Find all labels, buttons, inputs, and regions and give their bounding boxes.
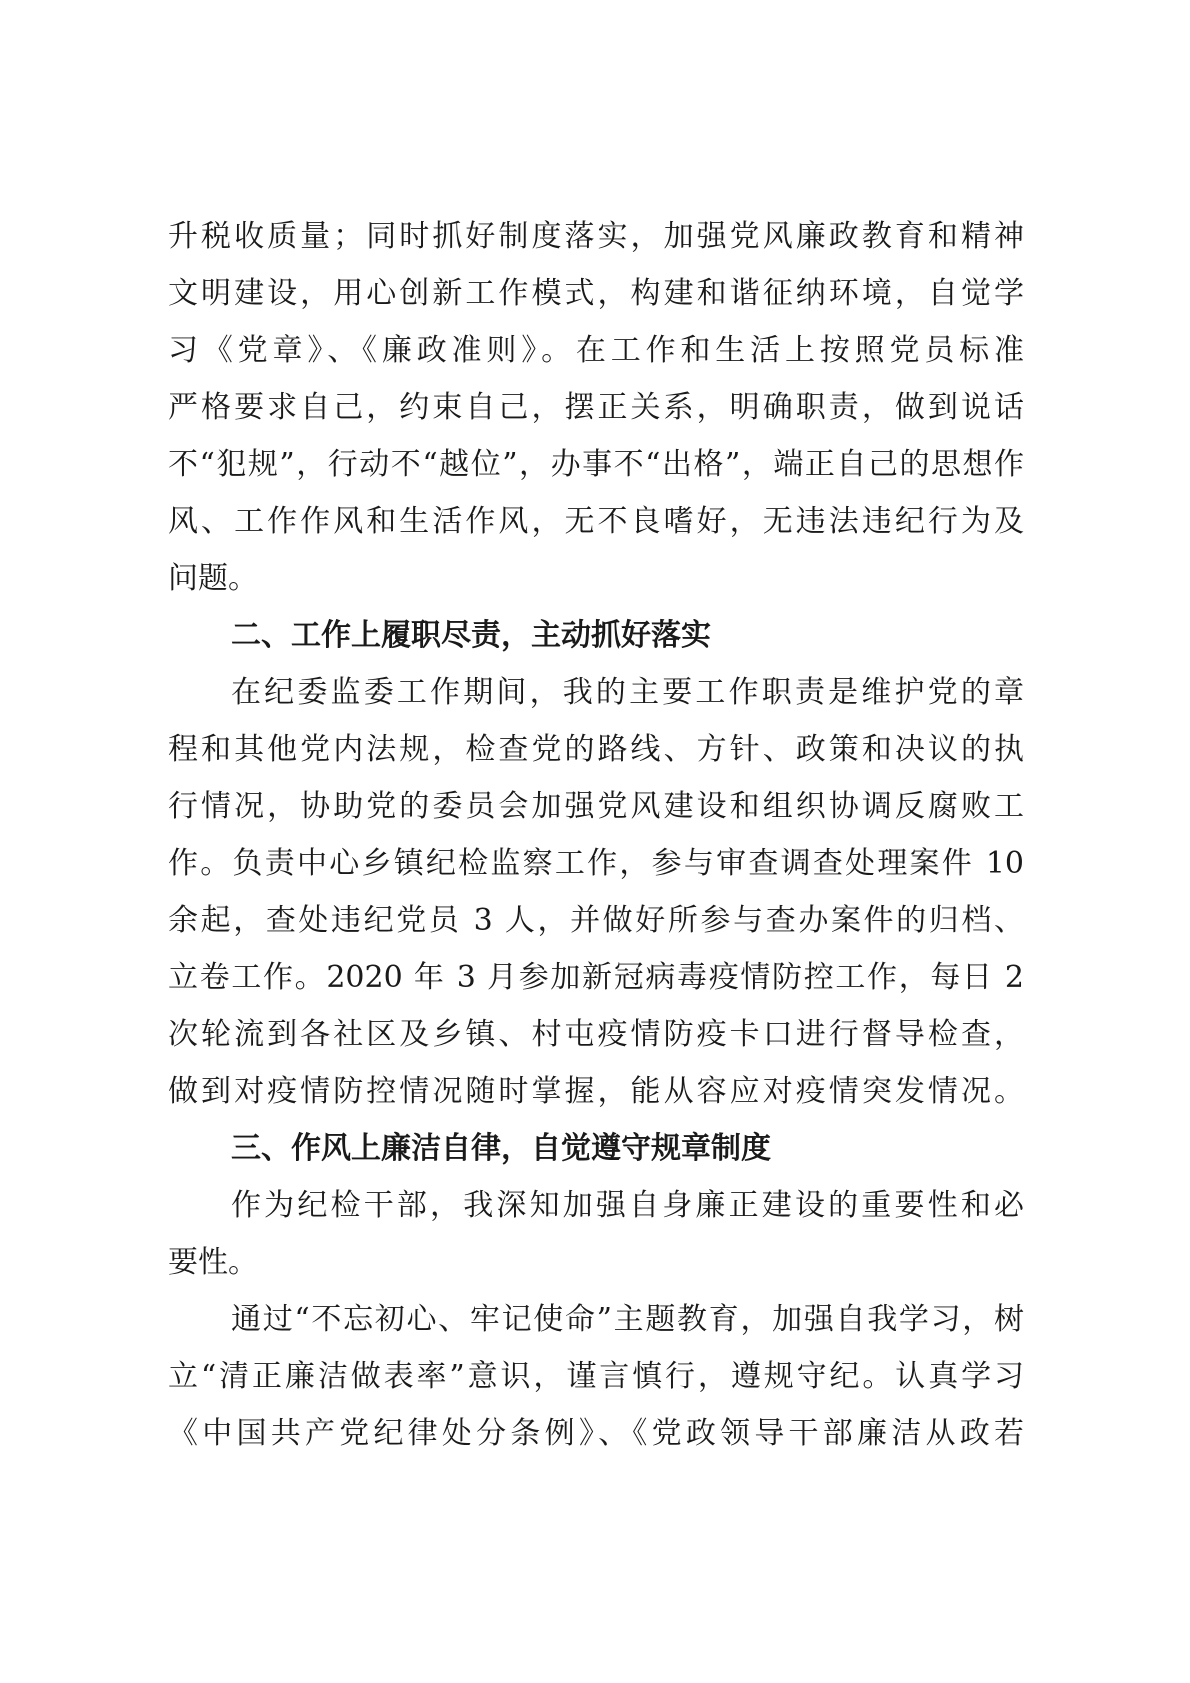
paragraph-line: 不“犯规”，行动不“越位”，办事不“出格”，端正自己的思想作 bbox=[168, 447, 1024, 482]
paragraph-line: 立卷工作。2020 年 3 月参加新冠病毒疫情防控工作，每日 2 bbox=[168, 960, 1024, 995]
paragraph-line: 文明建设，用心创新工作模式，构建和谐征纳环境，自觉学 bbox=[168, 276, 1024, 311]
paragraph-line: 在纪委监委工作期间，我的主要工作职责是维护党的章 bbox=[231, 675, 1024, 710]
paragraph-line: 作为纪检干部，我深知加强自身廉正建设的重要性和必 bbox=[231, 1188, 1024, 1223]
document-body bbox=[168, 208, 1024, 1462]
paragraph-line: 做到对疫情防控情况随时掌握，能从容应对疫情突发情况。 bbox=[168, 1074, 1024, 1109]
paragraph-line: 通过“不忘初心、牢记使命”主题教育，加强自我学习，树 bbox=[231, 1302, 1024, 1337]
paragraph-line: 次轮流到各社区及乡镇、村屯疫情防疫卡口进行督导检查， bbox=[168, 1017, 1024, 1052]
paragraph-line: 问题。 bbox=[168, 561, 258, 596]
paragraph-line: 升税收质量；同时抓好制度落实，加强党风廉政教育和精神 bbox=[168, 219, 1024, 254]
paragraph-line: 习《党章》、《廉政准则》。在工作和生活上按照党员标准 bbox=[168, 333, 1024, 368]
paragraph-line: 立“清正廉洁做表率”意识，谨言慎行，遵规守纪。认真学习 bbox=[168, 1359, 1024, 1394]
paragraph-line: 严格要求自己，约束自己，摆正关系，明确职责，做到说话 bbox=[168, 390, 1024, 425]
paragraph-line: 作。负责中心乡镇纪检监察工作，参与审查调查处理案件 10 bbox=[168, 846, 1024, 881]
paragraph-line: 风、工作作风和生活作风，无不良嗜好，无违法违纪行为及 bbox=[168, 504, 1024, 539]
section-heading: 三、作风上廉洁自律，自觉遵守规章制度 bbox=[231, 1131, 771, 1166]
section-heading: 二、工作上履职尽责，主动抓好落实 bbox=[231, 618, 711, 653]
paragraph-line: 程和其他党内法规，检查党的路线、方针、政策和决议的执 bbox=[168, 732, 1024, 767]
paragraph-line: 余起，查处违纪党员 3 人，并做好所参与查办案件的归档、 bbox=[168, 903, 1024, 938]
paragraph-line: 行情况，协助党的委员会加强党风建设和组织协调反腐败工 bbox=[168, 789, 1024, 824]
paragraph-line: 要性。 bbox=[168, 1245, 258, 1280]
paragraph-line: 《中国共产党纪律处分条例》、《党政领导干部廉洁从政若 bbox=[168, 1416, 1024, 1451]
